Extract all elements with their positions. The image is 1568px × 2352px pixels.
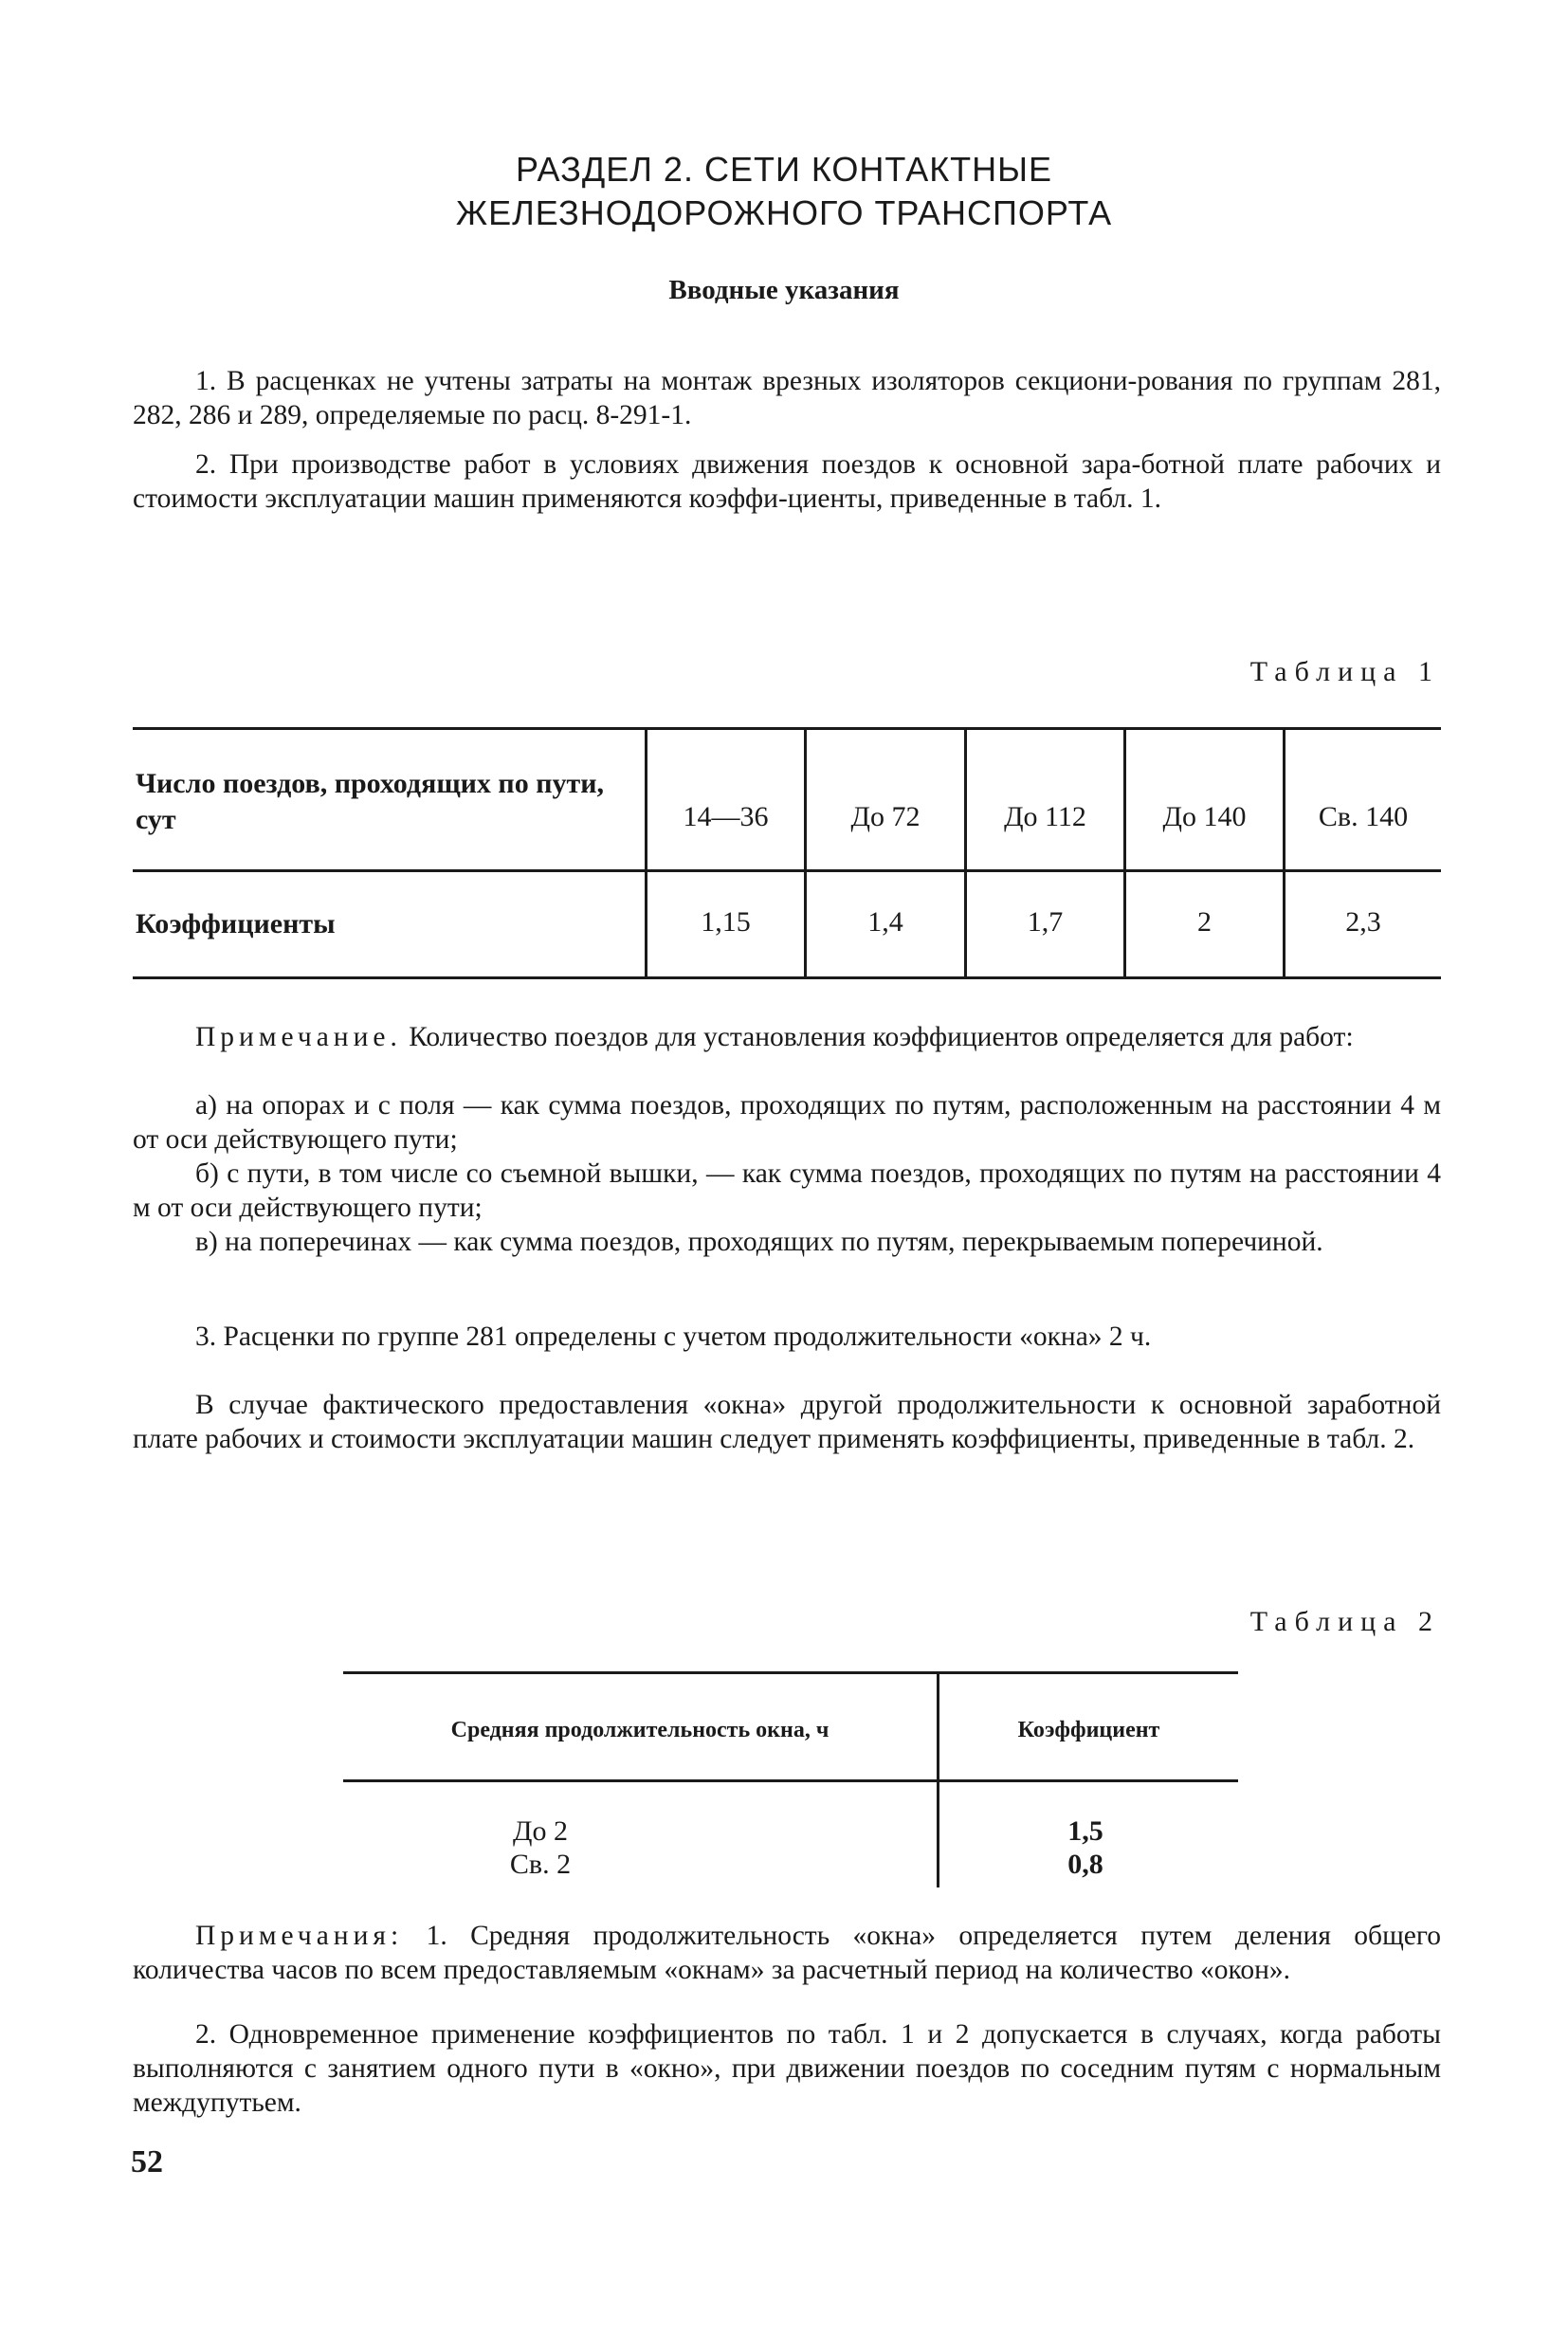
note-item-c: в) на поперечинах — как сумма поездов, проходящих по путям, перекрываемым поперечиной. [195,1227,1323,1257]
section-title-line2: ЖЕЛЕЗНОДОРОЖНОГО ТРАНСПОРТА [455,193,1113,232]
note-item-b: б) с пути, в том числе со съемной вышки, — как сумма поездов, проходящих по путям на расстоянии 4 м от оси действующего пути; [133,1158,1441,1223]
paragraph-2: 2. При производстве работ в условиях движения поездов к основной зара-ботной плате рабочих и стоимости эксплуатации машин применяются коэффи-циенты, приведенные в табл. 1. [133,449,1441,514]
table1-value: 1,4 [867,906,903,938]
page-number: 52 [131,2144,163,2179]
table1-caption: Таблица 1 [1249,656,1440,687]
table1-col-header: Св. 140 [1318,801,1409,832]
section-title-line1: РАЗДЕЛ 2. СЕТИ КОНТАКТНЫЕ [515,150,1053,189]
intro-heading: Вводные указания [668,275,900,305]
table2-col2-header: Коэффициент [1017,1718,1160,1742]
table1-col-header: До 112 [1004,801,1086,832]
table1-value: 2,3 [1345,906,1381,938]
table1-value: 1,15 [701,906,751,938]
notes-label: Примечания: [195,1921,404,1951]
note-label: Примечание. [195,1022,402,1052]
table1-col-header: До 140 [1162,801,1247,832]
table2-coef: 0,8 [1067,1849,1103,1880]
table1-value: 1,7 [1027,906,1064,938]
table2-col1-header: Средняя продолжительность окна, ч [450,1718,830,1742]
table1-row1-label: Число поездов, проходящих по пути, сут [136,768,605,835]
table1-row2-label: Коэффициенты [136,908,336,939]
paragraph-4: В случае фактического предоставления «окна» другой продолжительности к основной заработной плате рабочих и стоимости эксплуатации машин следует применять коэффициенты, приведенные в табл. 2. [133,1390,1441,1454]
table2-notes: Примечания: 1. Средняя продолжительность «окна» определяется путем деления общего количества часов по всем предоставляемым «окнам» за расчетный период на количество «окон». [133,1921,1441,1985]
table1-value: 2 [1197,906,1212,938]
table1-col-header: До 72 [850,801,921,832]
table2-duration: До 2 [513,1815,568,1847]
paragraph-3: 3. Расценки по группе 281 определены с учетом продолжительности «окна» 2 ч. [195,1322,1152,1352]
table2-caption: Таблица 2 [1249,1606,1440,1637]
table2-coef: 1,5 [1067,1815,1103,1847]
table1-col-header: 14—36 [683,801,769,832]
note-item-a: а) на опорах и с поля — как сумма поездов, проходящих по путям, расположенным на расстоянии 4 м от оси действующего пути; [133,1090,1441,1155]
table2-duration: Св. 2 [509,1849,572,1880]
paragraph-1: 1. В расценках не учтены затраты на монтаж врезных изоляторов секциони-рования по группам 281, 282, 286 и 289, определяемые по расц. 8-291-1. [133,366,1441,430]
table1-note: Примечание. Количество поездов для установления коэффициентов определяется для работ: [195,1022,1354,1052]
table2-note-2: 2. Одновременное применение коэффициентов по табл. 1 и 2 допускается в случаях, когда работы выполняются с занятием одного пути в «окно», при движении поездов по соседним путям с нормальным междупутьем. [133,2019,1441,2118]
